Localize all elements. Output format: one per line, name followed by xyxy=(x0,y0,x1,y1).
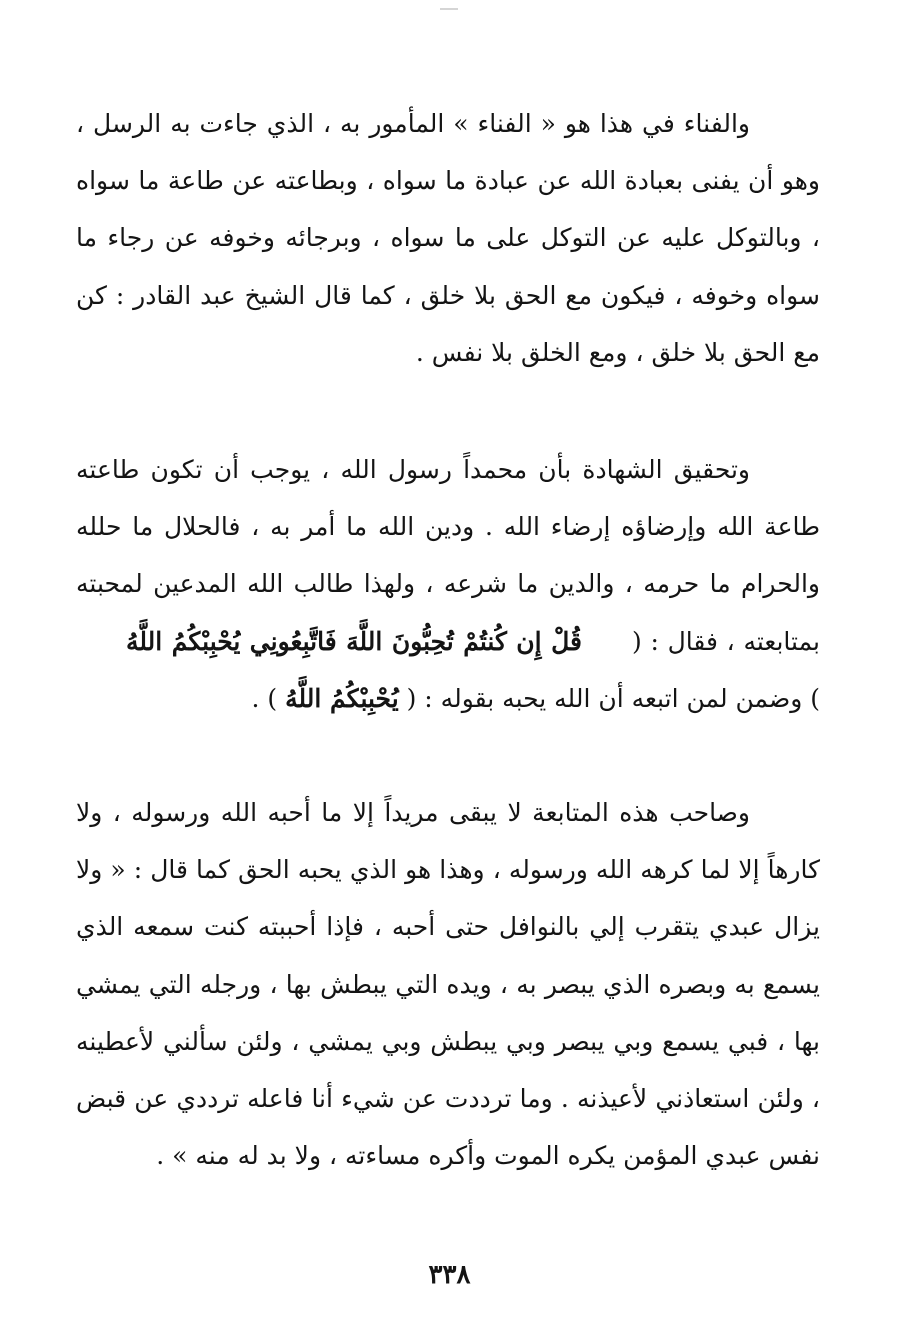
paragraph-shahada-text-after: ) . xyxy=(251,683,278,713)
page-number: ٣٣٨ xyxy=(428,1260,471,1290)
paragraph-shahada-text-middle: ) وضمن لمن اتبعه أن الله يحبه بقوله : ( xyxy=(406,683,820,713)
quran-verse-1: قُلْ إِن كُنتُمْ تُحِبُّونَ اللَّهَ فَاتَّبِعُونِي يُحْبِبْكُمُ اللَّهُ xyxy=(126,626,582,656)
quran-verse-2: يُحْبِبْكُمُ اللَّهُ xyxy=(285,683,399,713)
top-scan-mark xyxy=(440,8,458,16)
paragraph-mutabaa xyxy=(76,784,820,1184)
paragraph-mutabaa-text: وصاحب هذه المتابعة لا يبقى مريداً إلا ما أحبه الله ورسوله ، ولا كارهاً إلا لما كرهه الله ورسوله ، وهذا هو الذي يحبه الحق كما قال : « ولا يزال عبدي يتقرب إلي بالنوافل حتى أحبه ، فإذا أحببته كنت سمعه الذي يسمع به وبصره الذي يبصر به ، ويده التي يبطش بها ، ورجله التي يمشي بها ، فبي يسمع وبي يبصر وبي يبطش وبي يمشي ، ولئن سألني لأعطينه ، ولئن استعاذني لأعيذنه . وما ترددت عن شيء أنا فاعله ترددي عن قبض نفس عبدي المؤمن يكره الموت وأكره مساءته ، ولا بد له منه » . xyxy=(76,798,820,1171)
paragraph-shahada xyxy=(76,441,820,727)
paragraph-fana xyxy=(76,95,820,381)
paragraph-shahada-text-before: وتحقيق الشهادة بأن محمداً رسول الله ، يوجب أن تكون طاعته طاعة الله وإرضاؤه إرضاء الله . ودين الله ما أمر به ، فالحلال ما حلله والحرام ما حرمه ، والدين ما شرعه ، ولهذا طالب الله المدعين لمحبته بمتابعته ، فقال : ( xyxy=(76,455,820,656)
paragraph-fana-text: والفناء في هذا هو « الفناء » المأمور به ، الذي جاءت به الرسل ، وهو أن يفنى بعبادة الله عن عبادة ما سواه ، وبطاعته عن طاعة ما سواه ، وبالتوكل عليه عن التوكل على ما سواه ، وبرجائه وخوفه عن رجاء ما سواه وخوفه ، فيكون مع الحق بلا خلق ، كما قال الشيخ عبد القادر : كن مع الحق بلا خلق ، ومع الخلق بلا نفس . xyxy=(76,109,820,367)
